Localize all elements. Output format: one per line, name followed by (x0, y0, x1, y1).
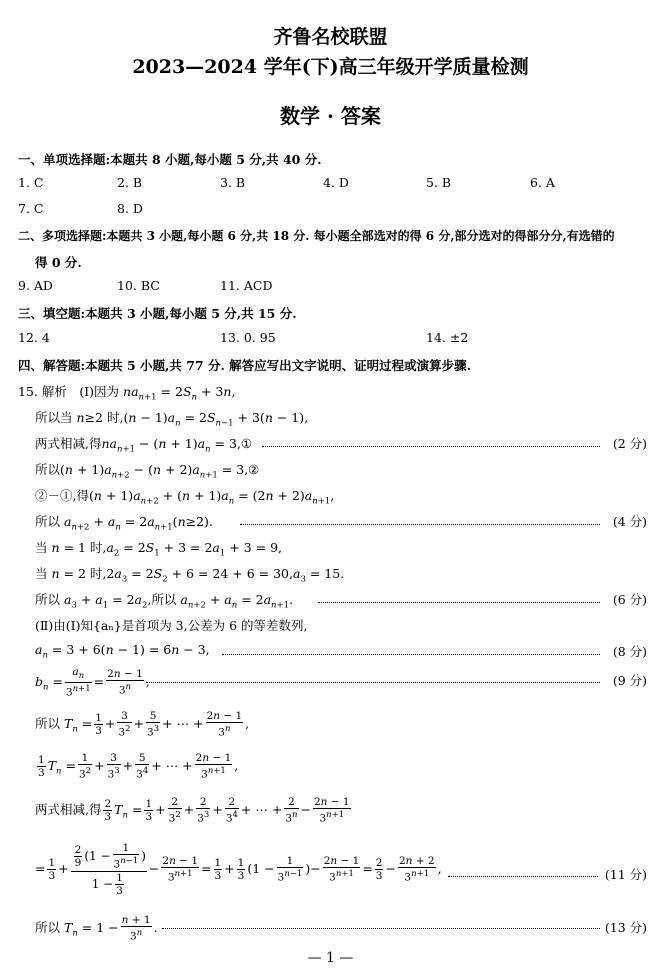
section2-heading-cont: 得 0 分. (35, 255, 82, 270)
answer-7: 7. C (18, 201, 44, 216)
answer-1: 1. C (18, 175, 44, 190)
section3-heading: 三、填空题:本题共 3 小题,每小题 5 分,共 15 分. (18, 306, 297, 321)
answer-4: 4. D (323, 175, 349, 190)
leader-dots (222, 654, 600, 655)
solution-line-10: (Ⅱ)由(Ⅰ)知{aₙ}是首项为 3,公差为 6 的等差数列, (35, 618, 308, 633)
solution-line-17: 所以 $T_n = 1$ − $\frac{n + 1}{3^n}$ . (35, 914, 158, 943)
solution-line-13: 所以 $T_n$ = $\frac{1}{3}$ + $\frac{3}{3^2}$ + $\frac{5}{3^3}$ + ⋯ + $\frac{2n - 1}{3^n}$ , (35, 710, 250, 739)
score-6: (6 分) (612, 592, 647, 607)
solution-line-9: 所以 $a_3 + a_1 = 2a_2$,所以 $a_{n+2} + a_n = 2a_{n+1}$. (35, 592, 294, 611)
page-number: — 1 — (307, 950, 354, 966)
solution-line-6: 所以 $a_{n+2} + a_n = 2a_{n+1}(n\ge 2)$. (35, 514, 213, 533)
solution-line-4: 所以$(n + 1)a_{n+2} - (n + 2)a_{n+1}$ = 3,② (35, 462, 260, 481)
answer-6: 6. A (530, 175, 555, 190)
score-4: (4 分) (612, 514, 647, 529)
section4-heading: 四、解答题:本题共 5 小题,共 77 分. 解答应写出文字说明、证明过程或演算步骤. (18, 358, 472, 373)
answer-2: 2. B (117, 175, 143, 190)
solution-line-1: 15. 解析 (Ⅰ)因为 $na_{n+1} = 2S_n + 3n$, (18, 384, 236, 403)
solution-line-16: = $\frac{1}{3}$ + $\frac{2}{9}$ (1 − $\frac{1}{3^{n-1}}$ ) 1 − $\frac{1}{3}$ − $\frac{2n - 1}{3^{n+1}}$ = $\frac{1}{3}$ + $\frac{1}{3}$ (1 − $\frac{1}{3^{n-1}}$ )− $\frac{2n - 1}{3^{n+1}}$ = $\frac{2}{3}$ − $\frac{2n + 2}{3^{n+1}}$ , (35, 842, 442, 897)
leader-dots (162, 928, 600, 929)
section1-heading: 一、单项选择题:本题共 8 小题,每小题 5 分,共 40 分. (18, 152, 322, 167)
solution-line-12: $b_n$ = $\frac{a_n}{3^{n+1}}$ = $\frac{2n - 1}{3^n}$ , (35, 666, 150, 699)
leader-dots (448, 876, 598, 877)
solution-line-2: 所以当 n≥2 时$,(n - 1)a_n = 2S_{n-1} + 3(n - 1)$, (35, 410, 309, 429)
org-title: 齐鲁名校联盟 (273, 26, 388, 48)
answer-11: 11. ACD (220, 278, 273, 293)
leader-dots (262, 446, 600, 447)
score-9: (9 分) (612, 673, 647, 688)
solution-line-8: 当 n = 2 时$,2a_3 = 2S_2 + 6 = 24 + 6 = 30,a_3 = 15$. (35, 566, 345, 585)
subject-title: 数学 · 答案 (280, 104, 381, 128)
score-2: (2 分) (612, 436, 647, 451)
leader-dots (240, 524, 600, 525)
section2-heading: 二、多项选择题:本题共 3 小题,每小题 6 分,共 18 分. 每小题全部选对的得 6 分,部分选对的得部分分,有选错的 (18, 229, 615, 243)
solution-line-14: $\frac{1}{3}$ $T_n$ = $\frac{1}{3^2}$ + $\frac{3}{3^3}$ + $\frac{5}{3^4}$ + ⋯ + $\frac{2n - 1}{3^{n+1}}$ , (38, 752, 239, 781)
solution-line-15: 两式相减,得 $\frac{2}{3}$ $T_n$ = $\frac{1}{3}$ + $\frac{2}{3^2}$ + $\frac{2}{3^3}$ + $\frac{2}{3^4}$ + ⋯ + $\frac{2}{3^n}$ − $\frac{2n - 1}{3^{n+1}}$ (35, 796, 350, 825)
solution-line-5: ②－①,得$(n + 1)a_{n+2} + (n + 1)a_n = (2n + 2)a_{n+1}$, (35, 488, 335, 507)
solution-line-3: 两式相减,得$na_{n+1} - (n + 1)a_n$ = 3,① (35, 436, 253, 455)
answer-8: 8. D (117, 201, 143, 216)
exam-title: 2023—2024 学年(下)高三年级开学质量检测 (132, 56, 529, 78)
answer-14: 14. ±2 (426, 330, 469, 345)
leader-dots (318, 602, 600, 603)
answer-10: 10. BC (117, 278, 160, 293)
score-13: (13 分) (604, 920, 647, 935)
solution-line-7: 当 n = 1 时$,a_2 = 2S_1 + 3 = 2a_1 + 3 = 9$, (35, 540, 283, 559)
solution-line-11: $a_n = 3 + 6(n - 1) = 6n - 3$, (35, 642, 210, 661)
answer-13: 13. 0. 95 (220, 330, 276, 345)
answer-5: 5. B (426, 175, 452, 190)
answer-12: 12. 4 (18, 330, 50, 345)
score-8: (8 分) (612, 644, 647, 659)
leader-dots (146, 682, 600, 683)
answer-3: 3. B (220, 175, 246, 190)
score-11: (11 分) (604, 867, 647, 882)
answer-9: 9. AD (18, 278, 53, 293)
